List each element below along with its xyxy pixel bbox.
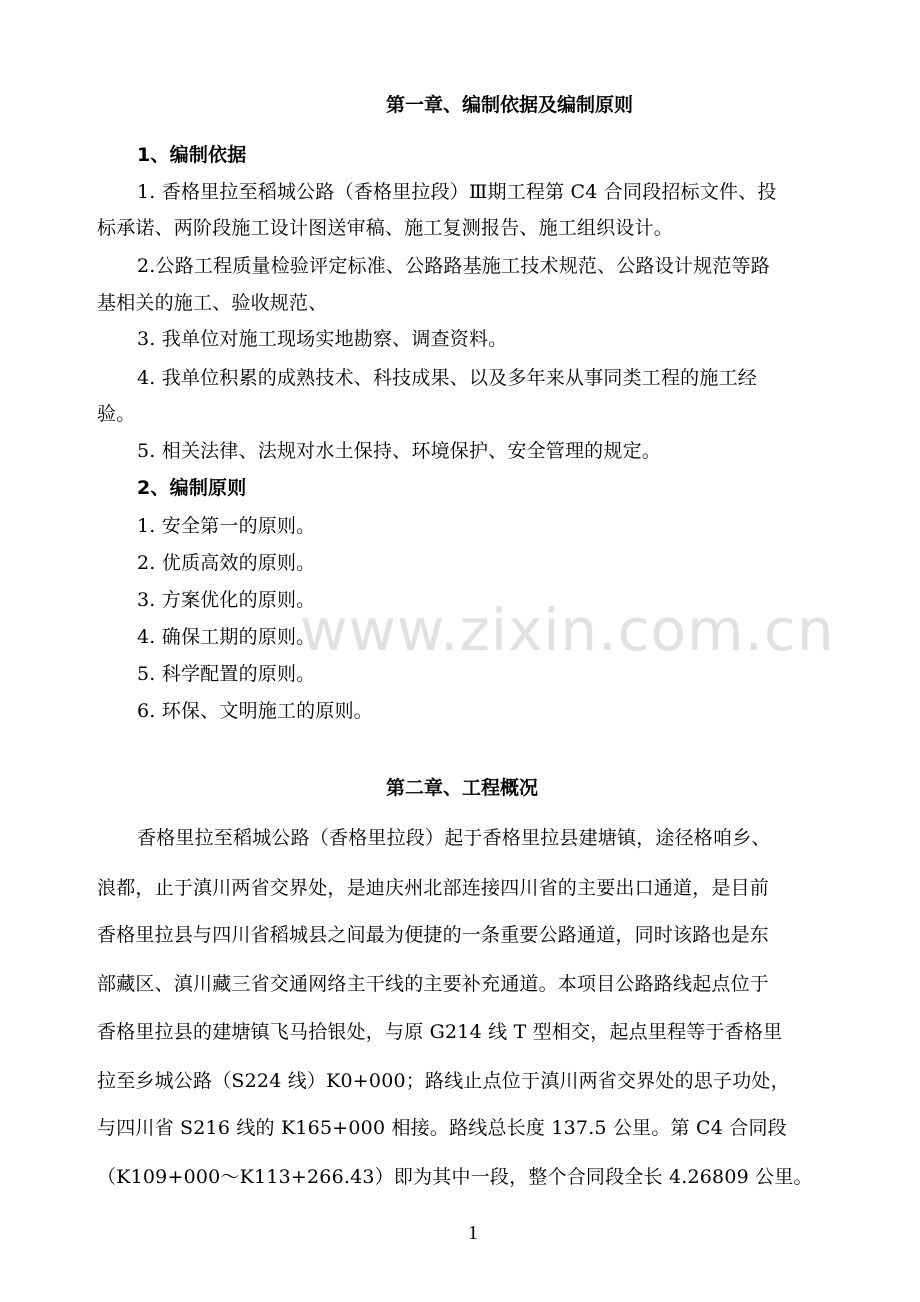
section1-line-6: 4. 我单位积累的成熟技术、科技成果、以及多年来从事同类工程的施工经 (137, 367, 757, 389)
section1-line-8: 5. 相关法律、法规对水土保持、环境保护、安全管理的规定。 (137, 440, 661, 462)
section1-line-1: 1. 香格里拉至稻城公路（香格里拉段）Ⅲ期工程第 C4 合同段招标文件、投 (137, 181, 777, 203)
principle-item-4: 4. 确保工期的原则。 (137, 626, 316, 648)
page-number: 1 (468, 1222, 478, 1244)
chapter2-title: 第二章、工程概况 (386, 777, 539, 799)
section1-line-3: 2.公路工程质量检验评定标准、公路路基施工技术规范、公路设计规范等路 (137, 255, 770, 277)
principle-item-5: 5. 科学配置的原则。 (137, 663, 316, 685)
overview-line-6: 拉至乡城公路（S224 线）K0+000；路线止点位于滇川两省交界处的思子功处， (97, 1070, 790, 1092)
chapter1-title: 第一章、编制依据及编制原则 (386, 94, 634, 116)
overview-line-8: （K109+000～K113+266.43）即为其中一段，整个合同段全长 4.26809 公里。 (97, 1166, 813, 1188)
overview-line-1: 香格里拉至稻城公路（香格里拉段）起于香格里拉县建塘镇，途径格咱乡、 (137, 827, 771, 849)
principle-item-2: 2. 优质高效的原则。 (137, 552, 316, 574)
principle-item-6: 6. 环保、文明施工的原则。 (137, 700, 373, 722)
overview-line-7: 与四川省 S216 线的 K165+000 相接。路线总长度 137.5 公里。第 C4 合同段 (97, 1117, 787, 1139)
overview-line-5: 香格里拉县的建塘镇飞马拾银处，与原 G214 线 T 型相交，起点里程等于香格里 (97, 1021, 783, 1043)
section2-heading: 2、编制原则 (137, 477, 247, 499)
principle-item-3: 3. 方案优化的原则。 (137, 589, 316, 611)
section1-line-4: 基相关的施工、验收规范、 (97, 292, 328, 314)
overview-line-2: 浪都，止于滇川两省交界处，是迪庆州北部连接四川省的主要出口通道，是目前 (97, 877, 770, 899)
overview-line-4: 部藏区、滇川藏三省交通网络主干线的主要补充通道。本项目公路路线起点位于 (97, 973, 770, 995)
section1-heading: 1、编制依据 (137, 144, 247, 166)
overview-line-3: 香格里拉县与四川省稻城县之间最为便捷的一条重要公路通道，同时该路也是东 (97, 924, 770, 946)
section1-line-7: 验。 (97, 403, 136, 425)
principle-item-1: 1. 安全第一的原则。 (137, 515, 316, 537)
section1-line-5: 3. 我单位对施工现场实地勘察、调查资料。 (137, 328, 508, 350)
section1-line-2: 标承诺、两阶段施工设计图送审稿、施工复测报告、施工组织设计。 (97, 217, 674, 239)
watermark-text: www.zixin.com.cn (300, 596, 835, 664)
